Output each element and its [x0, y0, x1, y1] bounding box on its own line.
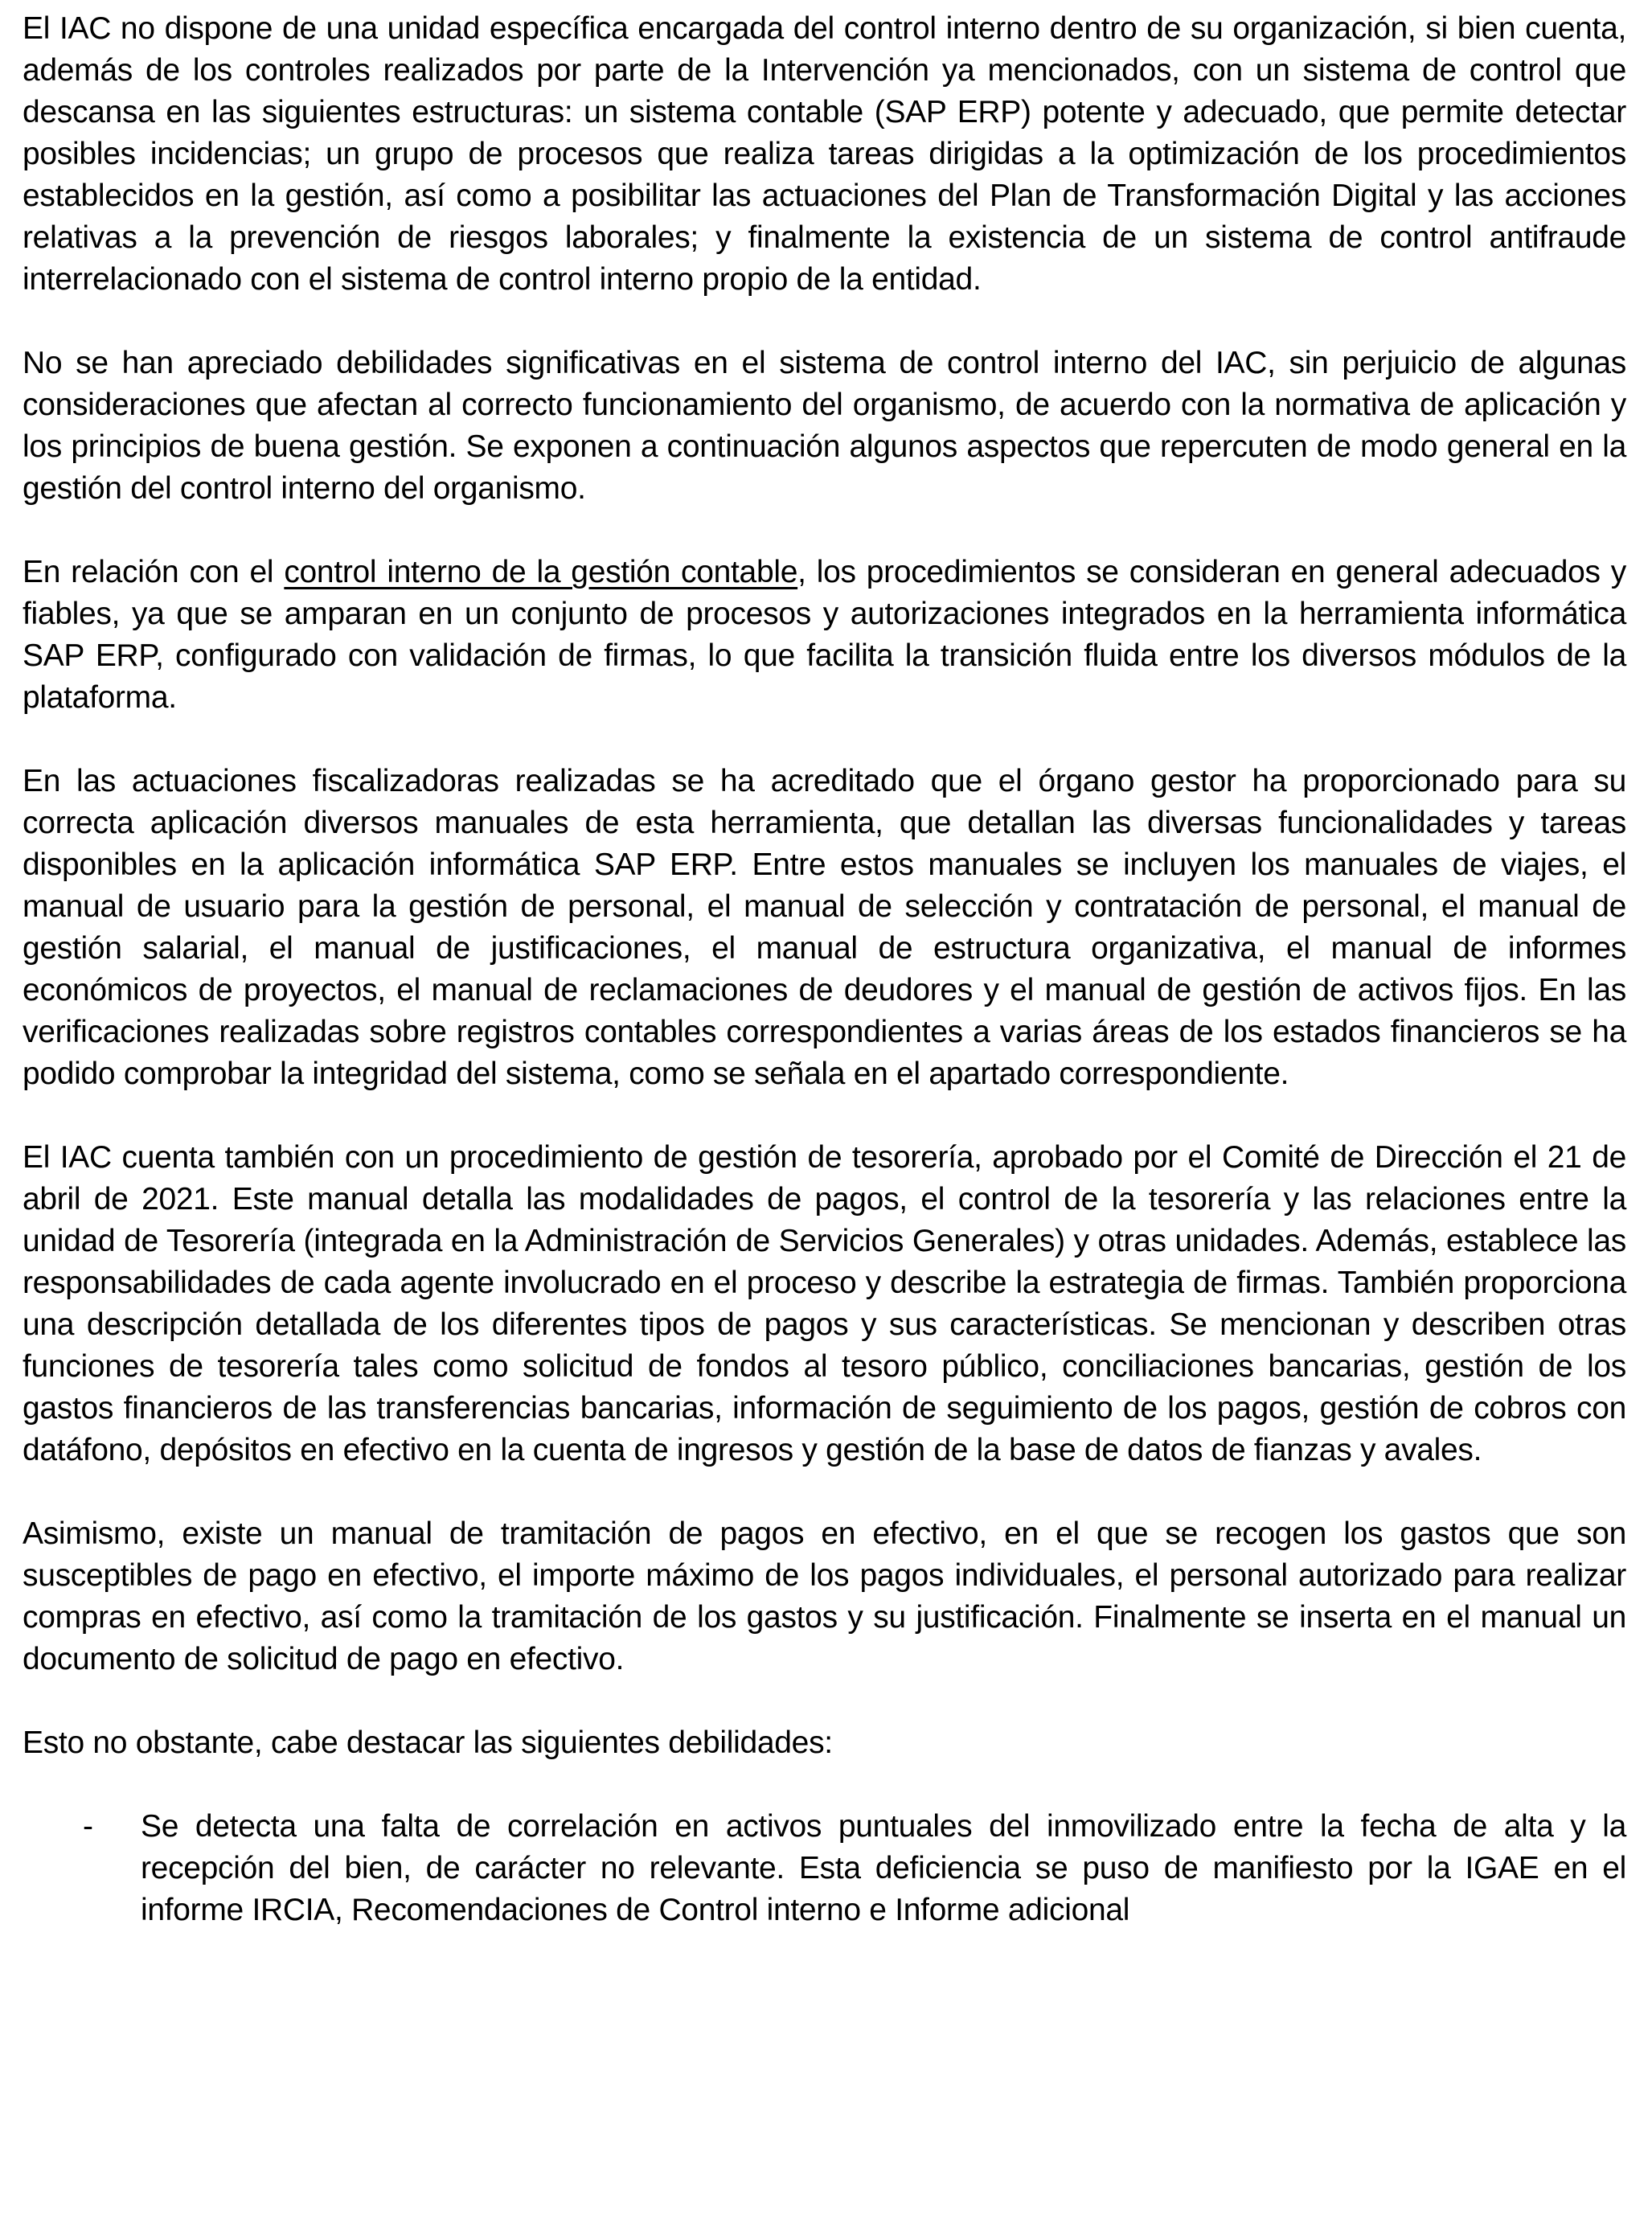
- paragraph-sap-manuals: En las actuaciones fiscalizadoras realizadas se ha acreditado que el órgano gestor ha proporcionado para su correcta aplicación diversos manuales de esta herramienta, que detallan las diversas funcionalidades y tareas disponibles en la aplicación informática SAP ERP. Entre estos manuales se incluyen los manuales de viajes, el manual de usuario para la gestión de personal, el manual de selección y contratación de personal, el manual de gestión salarial, el manual de justificaciones, el manual de estructura organizativa, el manual de informes económicos de proyectos, el manual de reclamaciones de deudores y el manual de gestión de activos fijos. En las verificaciones realizadas sobre registros contables correspondientes a varias áreas de los estados financieros se ha podido comprobar la integridad del sistema, como se señala en el apartado correspondiente.: [23, 764, 1626, 1091]
- dash-bullet-icon: -: [83, 1809, 93, 1844]
- paragraph-accounting-control-rest: , los procedimientos se consideran en general adecuados y fiables, ya que se amparan en un conjunto de procesos y autorizaciones integrados en la herramienta informática SAP ERP, configurado con validación de firmas, lo que facilita la transición fluida entre los diversos módulos de la plataforma.: [23, 555, 1627, 715]
- paragraph-treasury-procedure: El IAC cuenta también con un procedimiento de gestión de tesorería, aprobado por el Comité de Dirección el 21 de abril de 2021. Este manual detalla las modalidades de pagos, el control de la tesorería y las relaciones entre la unidad de Tesorería (integrada en la Administración de Servicios Generales) y otras unidades. Además, establece las responsabilidades de cada agente involucrado en el proceso y describe la estrategia de firmas. También proporciona una descripción detallada de los diferentes tipos de pagos y sus características. Se mencionan y describen otras funciones de tesorería tales como solicitud de fondos al tesoro público, conciliaciones bancarias, gestión de los gastos financieros de las transferencias bancarias, información de seguimiento de los pagos, gestión de cobros con datáfono, depósitos en efectivo en la cuenta de ingresos y gestión de la base de datos de fianzas y avales.: [23, 1140, 1626, 1467]
- paragraph-no-significant-weaknesses: No se han apreciado debilidades significativas en el sistema de control interno del IAC, sin perjuicio de algunas consideraciones que afectan al correcto funcionamiento del organismo, de acuerdo con la normativa de aplicación y los principios de buena gestión. Se exponen a continuación algunos aspectos que repercuten de modo general en la gestión del control interno del organismo.: [23, 346, 1626, 506]
- list-item: [23, 1806, 1626, 1931]
- underlined-term-accounting-control: control interno de la gestión contable: [284, 555, 798, 589]
- paragraph-internal-control-structure: El IAC no dispone de una unidad específica encargada del control interno dentro de su organización, si bien cuenta, además de los controles realizados por parte de la Intervención ya mencionados, con un sistema de control que descansa en las siguientes estructuras: un sistema contable (SAP ERP) potente y adecuado, que permite detectar posibles incidencias; un grupo de procesos que realiza tareas dirigidas a la optimización de los procedimientos establecidos en la gestión, así como a posibilitar las actuaciones del Plan de Transformación Digital y las acciones relativas a la prevención de riesgos laborales; y finalmente la existencia de un sistema de control antifraude interrelacionado con el sistema de control interno propio de la entidad.: [23, 11, 1626, 297]
- paragraph-accounting-control-intro: En relación con el: [23, 555, 285, 589]
- document-page: [23, 8, 1626, 1931]
- weaknesses-list: [23, 1806, 1626, 1931]
- paragraph-weaknesses-intro: Esto no obstante, cabe destacar las siguientes debilidades:: [23, 1725, 833, 1760]
- list-item-text: Se detecta una falta de correlación en activos puntuales del inmovilizado entre la fecha de alta y la recepción del bien, de carácter no relevante. Esta deficiencia se puso de manifiesto por la IGAE en el informe IRCIA, Recomendaciones de Control interno e Informe adicional: [141, 1809, 1626, 1927]
- paragraph-cash-payments-manual: Asimismo, existe un manual de tramitación de pagos en efectivo, en el que se recogen los gastos que son susceptibles de pago en efectivo, el importe máximo de los pagos individuales, el personal autorizado para realizar compras en efectivo, así como la tramitación de los gastos y su justificación. Finalmente se inserta en el manual un documento de solicitud de pago en efectivo.: [23, 1516, 1626, 1676]
- paragraph-accounting-control: [23, 552, 1626, 719]
